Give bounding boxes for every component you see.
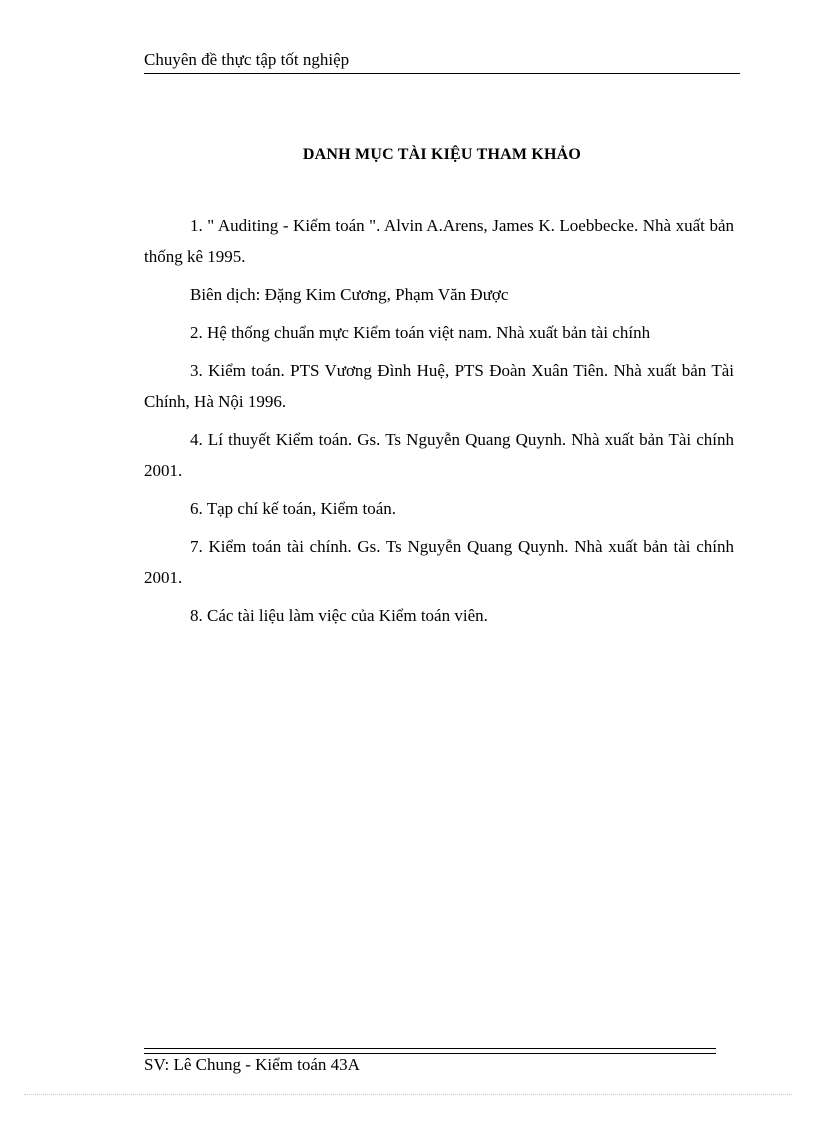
reference-item: 4. Lí thuyết Kiểm toán. Gs. Ts Nguyễn Quang Quynh. Nhà xuất bản Tài chính 2001. <box>144 430 734 480</box>
page-footer: SV: Lê Chung - Kiểm toán 43A <box>144 1055 360 1074</box>
reference-item: 3. Kiểm toán. PTS Vương Đình Huệ, PTS Đoàn Xuân Tiên. Nhà xuất bản Tài Chính, Hà Nội 1996. <box>144 361 734 411</box>
header-text: Chuyên đề thực tập tốt nghiệp <box>144 50 350 69</box>
reference-item: 2. Hệ thống chuẩn mực Kiểm toán việt nam. Nhà xuất bản tài chính <box>190 323 651 342</box>
reference-item: 7. Kiểm toán tài chính. Gs. Ts Nguyễn Quang Quynh. Nhà xuất bản tài chính 2001. <box>144 537 734 587</box>
reference-item: 6. Tạp chí kế toán, Kiểm toán. <box>190 499 396 518</box>
page-header <box>144 49 740 74</box>
page-title: DANH MỤC TÀI KIỆU THAM KHẢO <box>302 146 582 163</box>
reference-item: Biên dịch: Đặng Kim Cương, Phạm Văn Được <box>190 285 509 304</box>
reference-item: 1. " Auditing - Kiểm toán ". Alvin A.Arens, James K. Loebbecke. Nhà xuất bản thống kê 1995. <box>144 216 734 266</box>
reference-list <box>144 210 734 638</box>
reference-item: 8. Các tài liệu làm việc của Kiểm toán viên. <box>190 606 488 625</box>
page-bottom-edge <box>24 1094 792 1095</box>
